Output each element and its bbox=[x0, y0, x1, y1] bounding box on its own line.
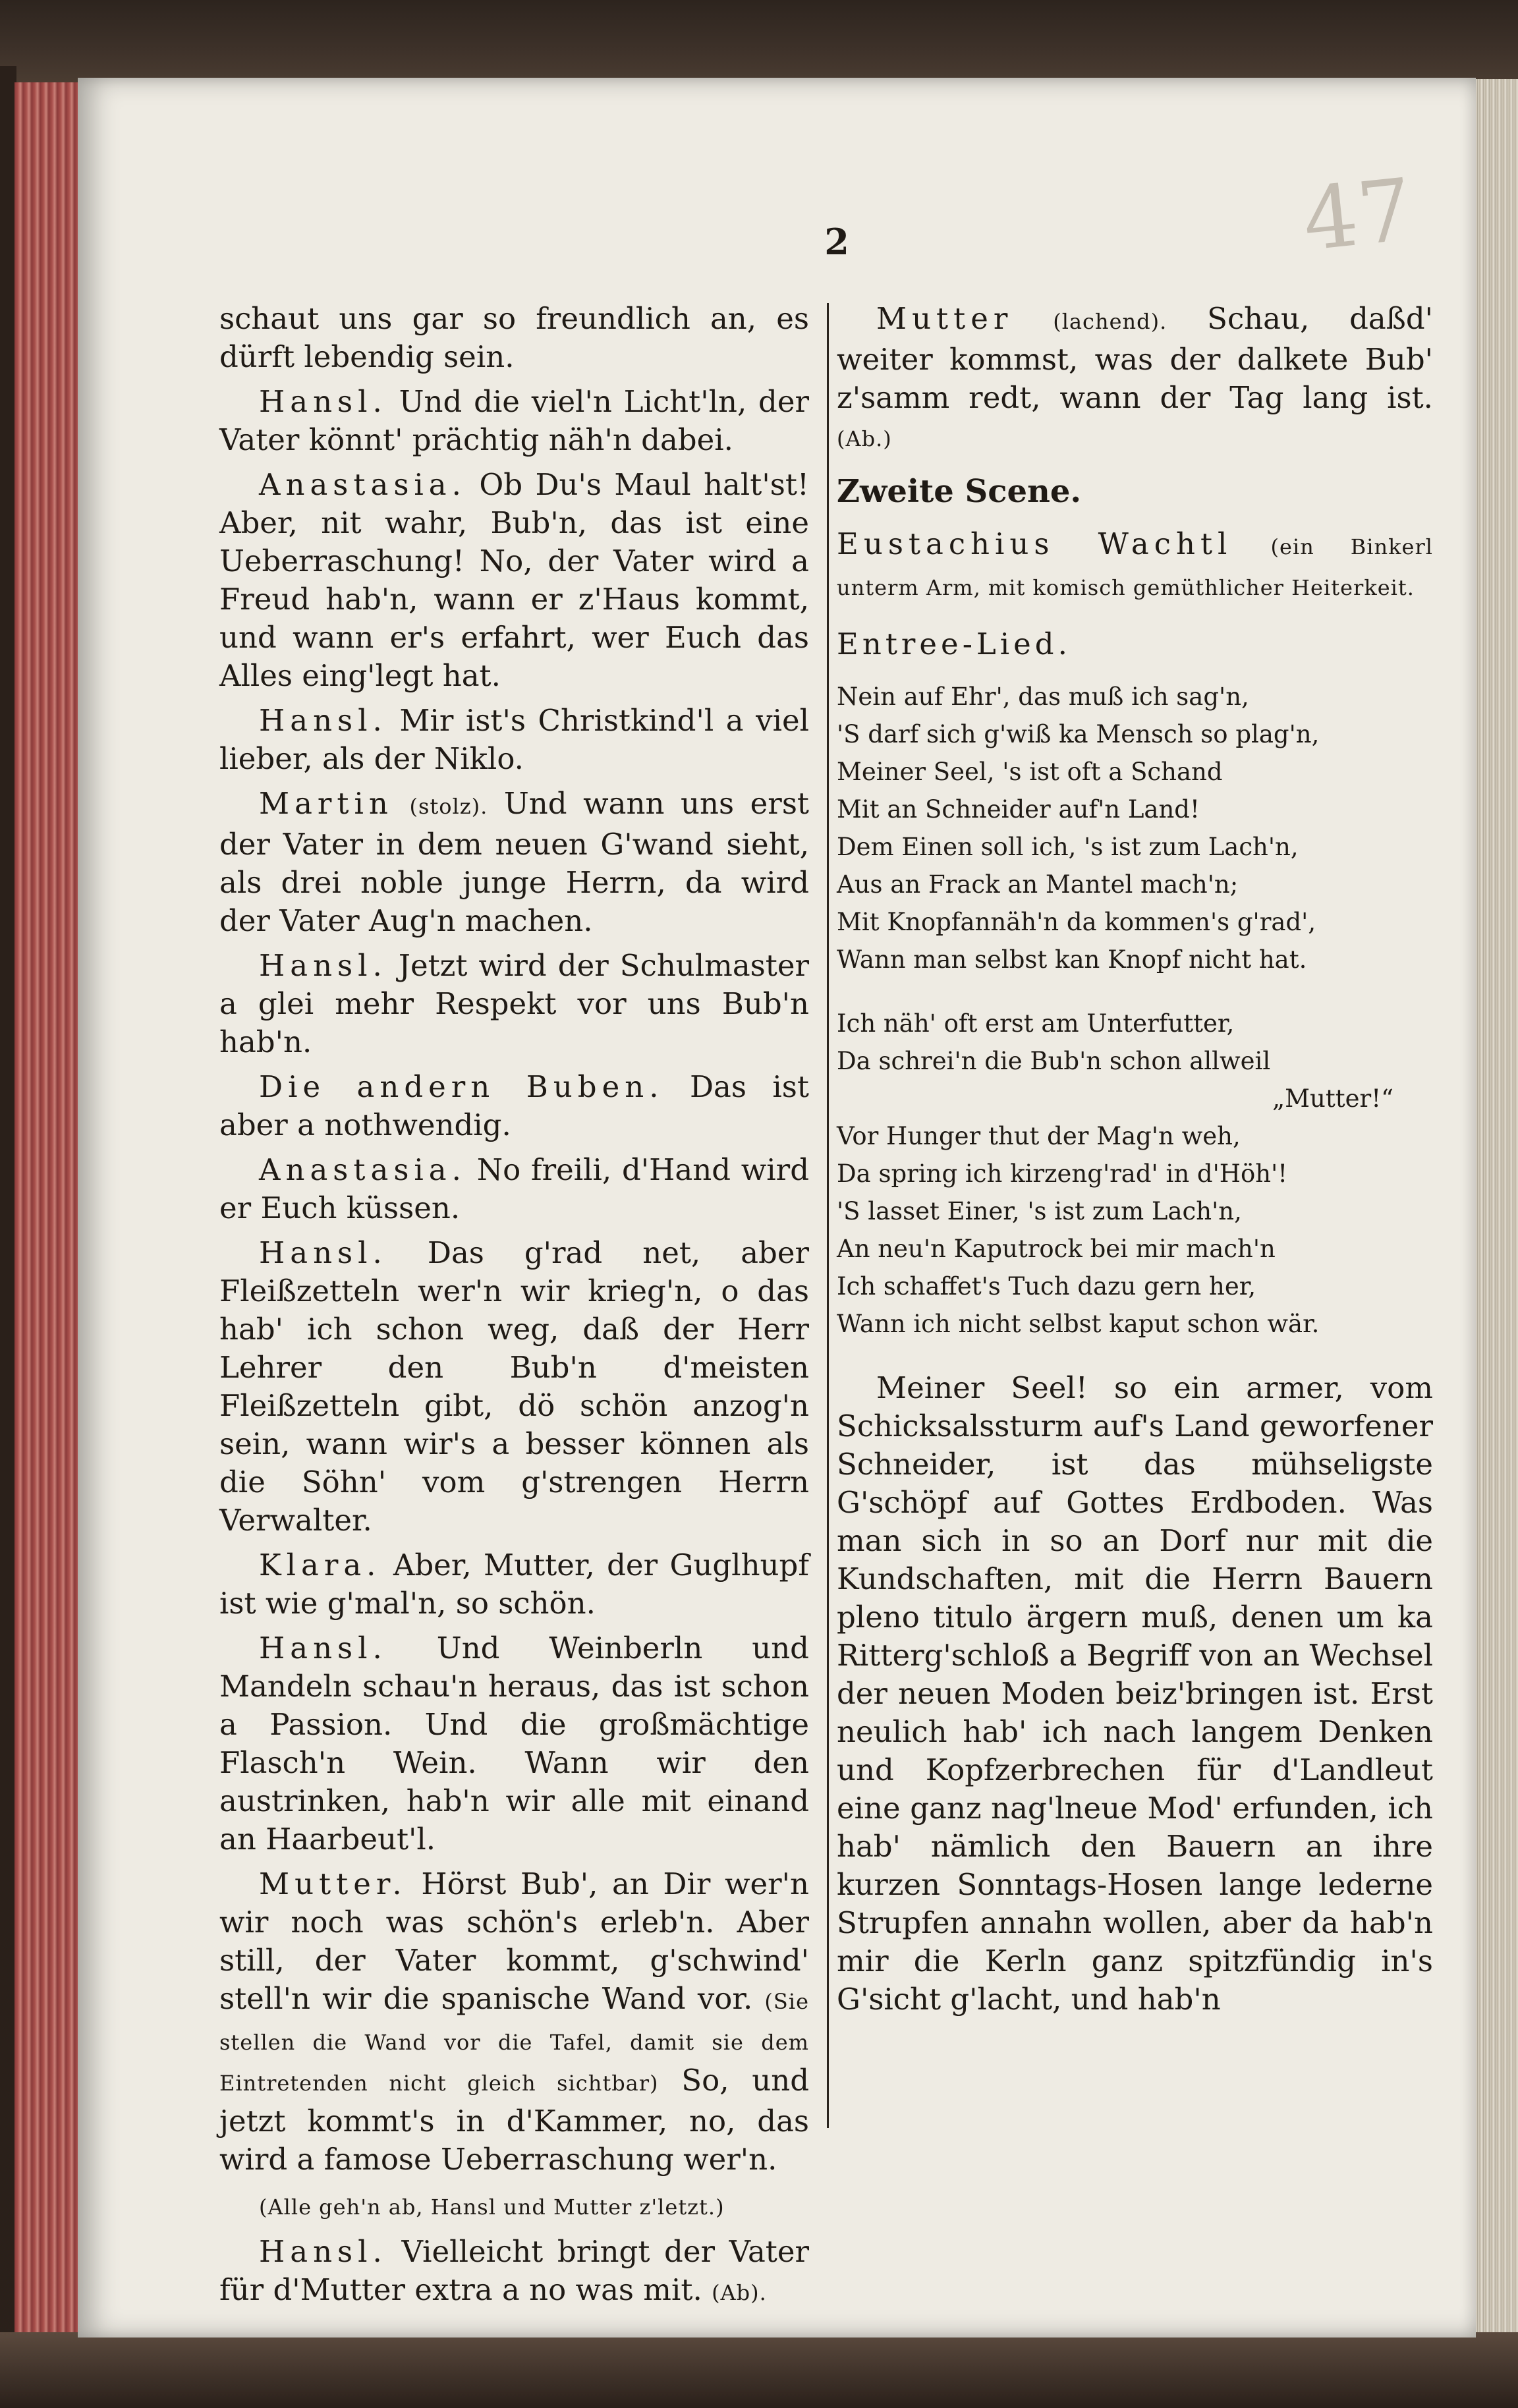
speaker-name: Hansl. bbox=[259, 2234, 387, 2269]
verse-line: 'S darf sich g'wiß ka Mensch so plag'n, bbox=[837, 720, 1320, 748]
dialogue-line: Mutter. Hörst Bub', an Dir wer'n wir noch was schön's erleb'n. Aber still, der Vater kommt, g'schwind' stell'n wir die spanische Wand vor. (Sie stellen die Wand vor die Tafel, damit sie dem Eintretenden nicht gleich sichtbar) So, und jetzt kommt's in d'Kammer, no, das wird a famose Ueberraschung wer'n. bbox=[219, 1866, 810, 2177]
speaker-name: Eustachius Wachtl bbox=[837, 526, 1233, 561]
dialogue-line: Hansl. Und die viel'n Licht'ln, der Vater könnt' prächtig näh'n dabei. bbox=[219, 384, 809, 457]
dialogue-line: Martin (stolz). Und wann uns erst der Vater in dem neuen G'wand sieht, als drei noble junge Herrn, da wird der Vater Aug'n machen. bbox=[219, 786, 809, 938]
stage-direction-line bbox=[219, 2185, 809, 2226]
pencil-annotation: 47 bbox=[1298, 159, 1417, 271]
speaker-name: Hansl. bbox=[259, 1235, 387, 1270]
prose-paragraph: Meiner Seel! so ein armer, vom Schicksalssturm auf's Land geworfener Schneider, ist das mühseligste G'schöpf auf Gottes Erdboden. Was man sich in so an Dorf nur mit die Kundschaften, mit die Herrn Bauern pleno titulo ärgern muß, denen um ka Ritterg'schloß a Begriff von an Wechsel der neuen Moden beiz'bringen ist. Erst neulich hab' ich nach langem Denken und Kopfzerbrechen für d'Landleut eine ganz nag'lneue Mod' erfunden, ich hab' nämlich den Bauern an ihre kurzen Sonntags-Hosen lange lederne Strupfen annahn wollen, aber da hab'n mir die Kerln ganz spitzfündig in's G'sicht g'lacht, und hab'n bbox=[837, 1370, 1433, 2017]
speaker-name: Martin bbox=[259, 786, 393, 821]
speaker-name: Hansl. bbox=[259, 948, 387, 983]
verse-line: Wann man selbst kan Knopf nicht hat. bbox=[837, 945, 1307, 974]
dialogue-line: Hansl. Das g'rad net, aber Fleißzetteln wer'n wir krieg'n, o das hab' ich schon weg, daß der Herr Lehrer den Bub'n d'meisten Fleißzetteln gibt, dö schön anzog'n sein, wann wir's a besser können als die Söhn' vom g'strengen Herrn Verwalter. bbox=[219, 1235, 809, 1538]
left-column bbox=[219, 300, 809, 2318]
dialogue-line: Anastasia. No freili, d'Hand wird er Euch küssen. bbox=[219, 1152, 809, 1225]
verse-line: Nein auf Ehr', das muß ich sag'n, bbox=[837, 683, 1249, 711]
page-edges-left bbox=[14, 82, 80, 2342]
stage-direction: (Ab.) bbox=[837, 426, 892, 451]
stage-direction: (Ab). bbox=[712, 2280, 767, 2305]
speaker-name: Mutter bbox=[876, 301, 1013, 336]
speaker-name: Mutter. bbox=[259, 1866, 407, 1901]
verse-line: Vor Hunger thut der Mag'n weh, bbox=[837, 1122, 1241, 1150]
dialogue-line: Hansl. Und Weinberln und Mandeln schau'n heraus, das ist schon a Passion. Und die großmächtige Flasch'n Wein. Wann wir den austrinken, hab'n wir alle mit einand an Haarbeut'l. bbox=[219, 1631, 809, 1857]
speaker-name: Anastasia. bbox=[259, 1152, 466, 1187]
page-edges-right bbox=[1472, 79, 1518, 2345]
scene-heading: Zweite Scene. bbox=[837, 473, 1082, 510]
speaker-name: Hansl. bbox=[259, 384, 387, 419]
dialogue-line: Hansl. Vielleicht bringt der Vater für d'Mutter extra a no was mit. (Ab). bbox=[219, 2234, 809, 2307]
verse-line: Ich schaffet's Tuch dazu gern her, bbox=[837, 1272, 1256, 1301]
song-stanza-1 bbox=[837, 678, 1433, 978]
book-cover-bottom bbox=[0, 2332, 1518, 2408]
stanza-spacer bbox=[837, 1343, 1433, 1369]
verse-line: An neu'n Kaputrock bei mir mach'n bbox=[837, 1235, 1276, 1263]
dialogue-line: Hansl. Jetzt wird der Schulmaster a glei mehr Respekt vor uns Bub'n hab'n. bbox=[219, 948, 809, 1059]
right-column bbox=[837, 300, 1433, 2025]
verse-line: Dem Einen soll ich, 's ist zum Lach'n, bbox=[837, 833, 1299, 861]
verse-line: Mit an Schneider auf'n Land! bbox=[837, 795, 1200, 824]
verse-line: Mit Knopfannäh'n da kommen's g'rad', bbox=[837, 908, 1316, 936]
dialogue-line: Anastasia. Ob Du's Maul halt'st! Aber, nit wahr, Bub'n, das ist eine Ueberraschung! No, der Vater wird a Freud hab'n, wann er z'Haus kommt, und wann er's erfahrt, wer Euch das Alles eing'legt hat. bbox=[219, 467, 809, 693]
dialogue-line: schaut uns gar so freundlich an, es dürft lebendig sein. bbox=[219, 301, 809, 374]
verse-line: 'S lasset Einer, 's ist zum Lach'n, bbox=[837, 1197, 1242, 1225]
dialogue-line: Mutter (lachend). Schau, daßd' weiter kommst, was der dalkete Bub' z'samm redt, wann der Tag lang ist. (Ab.) bbox=[837, 301, 1433, 451]
speaker-name: Klara. bbox=[259, 1548, 381, 1582]
speaker-name: Die andern Buben. bbox=[259, 1069, 664, 1104]
stage-direction: (Sie stellen die Wand vor die Tafel, damit sie dem Eintretenden nicht gleich sichtbar) bbox=[219, 1989, 809, 2096]
verse-line: Da schrei'n die Bub'n schon allweil bbox=[837, 1047, 1271, 1075]
stage-direction: (Alle geh'n ab, Hansl und Mutter z'letzt.) bbox=[259, 2195, 725, 2220]
speaker-name: Hansl. bbox=[259, 1631, 387, 1666]
dialogue-line: Hansl. Mir ist's Christkind'l a viel lieber, als der Niklo. bbox=[219, 703, 809, 776]
scan-background-top bbox=[0, 0, 1518, 82]
verse-line: Aus an Frack an Mantel mach'n; bbox=[837, 870, 1239, 899]
verse-line: Da spring ich kirzeng'rad' in d'Höh'! bbox=[837, 1160, 1288, 1188]
verse-line: Meiner Seel, 's ist oft a Schand bbox=[837, 758, 1223, 786]
page-number: 2 bbox=[824, 221, 849, 263]
dialogue-line: Klara. Aber, Mutter, der Guglhupf ist wie g'mal'n, so schön. bbox=[219, 1548, 809, 1621]
song-stanza-2 bbox=[837, 1005, 1433, 1343]
stage-direction: (stolz). bbox=[409, 794, 488, 819]
column-divider bbox=[827, 303, 829, 2128]
character-intro bbox=[837, 525, 1433, 607]
speaker-name: Hansl. bbox=[259, 703, 387, 738]
stage-direction: (lachend). bbox=[1053, 309, 1167, 334]
speaker-name: Anastasia. bbox=[259, 467, 466, 502]
stanza-spacer bbox=[837, 978, 1433, 1005]
verse-line: Ich näh' oft erst am Unterfutter, bbox=[837, 1009, 1235, 1038]
dialogue-line: Die andern Buben. Das ist aber a nothwendig. bbox=[219, 1069, 809, 1142]
verse-line: Wann ich nicht selbst kaput schon wär. bbox=[837, 1310, 1320, 1338]
verse-line: „Mutter!“ bbox=[1272, 1084, 1393, 1113]
stage-direction: (ein Binkerl unterm Arm, mit komisch gemüthlicher Heiterkeit. bbox=[837, 534, 1434, 600]
song-title: Entree-Lied. bbox=[837, 627, 1071, 661]
